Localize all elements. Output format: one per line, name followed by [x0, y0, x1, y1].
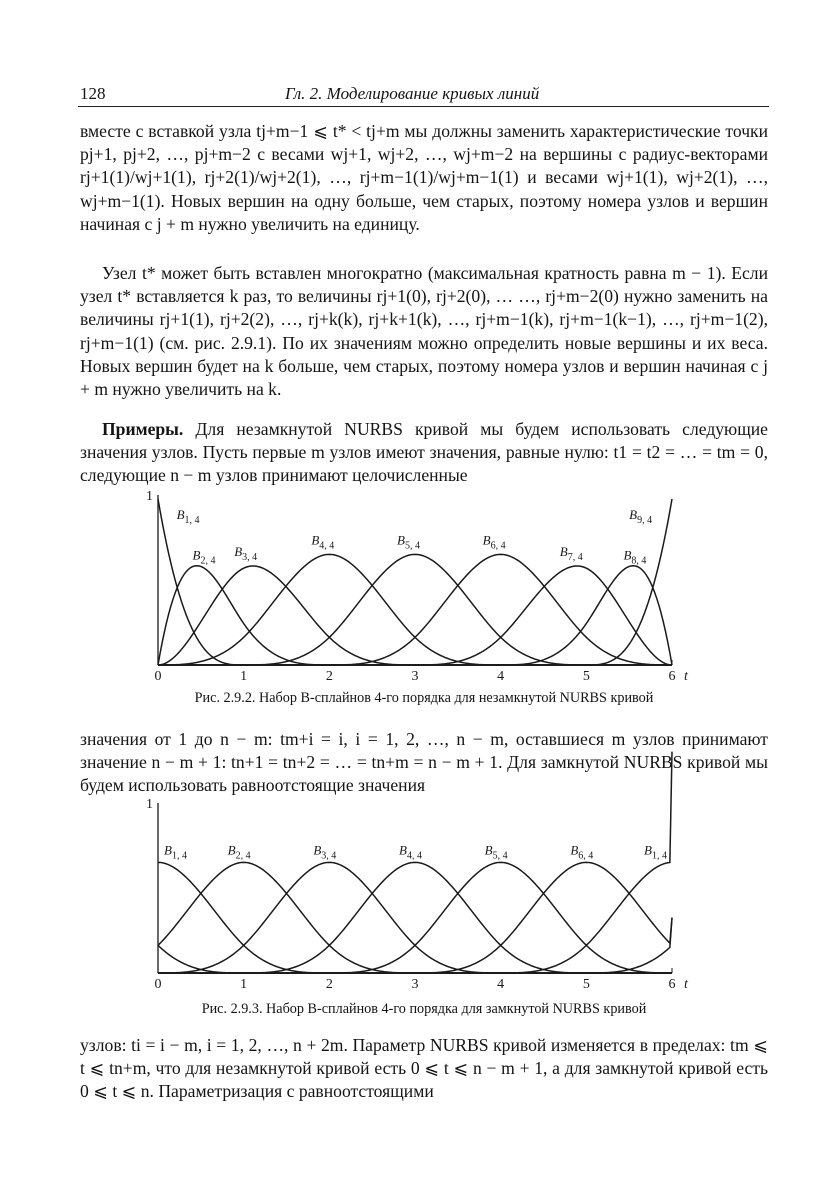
- x-tick-label: 5: [582, 669, 590, 684]
- series-label: [560, 544, 583, 563]
- series-label-base: B: [164, 842, 172, 858]
- bspline-curve: [158, 862, 672, 973]
- series-label: [311, 532, 334, 551]
- x-tick-label: 6: [668, 669, 676, 684]
- bspline-curve: [158, 499, 672, 665]
- paragraph-knot-insertion: вместе с вставкой узла tj+m−1 ⩽ t* < tj+m мы должны заменить характеристические точки pj+1, pj+2, …, pj+m−2 с весами wj+1, wj+2, …, wj+m−2 на вершины с радиус-векторами rj+1(1)/wj+1(1), rj+2(1)/wj+2(1), …, rj+m−1(1)/wj+m−1(1) и весами wj+1(1), wj+2(1), …, wj+m−1(1). Новых вершин на одну больше, чем старых, поэтому номера узлов и вершин начиная с j + m нужно увеличить на единицу.: [80, 121, 768, 234]
- series-label: [164, 842, 187, 861]
- x-tick-label: 0: [154, 977, 162, 992]
- header-rule: [78, 106, 769, 107]
- bspline-curve: [158, 862, 672, 973]
- bspline-curve: [158, 862, 672, 973]
- series-label-base: B: [192, 547, 201, 563]
- series-label-subscript: 7, 4: [567, 551, 583, 563]
- series-label-subscript: 9, 4: [637, 514, 653, 526]
- series-label: [228, 842, 251, 861]
- bspline-curve: [158, 862, 672, 973]
- series-label-base: B: [644, 842, 652, 858]
- y-tick-label: 1: [146, 797, 153, 812]
- bspline-curve: [158, 945, 672, 973]
- series-label-subscript: 5, 4: [404, 540, 420, 552]
- x-tick-label: 1: [240, 977, 248, 992]
- series-label-subscript: 6, 4: [578, 850, 594, 862]
- series-label: [485, 842, 508, 861]
- figure-caption-open: Рис. 2.9.2. Набор B-сплайнов 4-го порядка для незамкнутой NURBS кривой: [194, 690, 654, 706]
- series-label: [234, 544, 257, 563]
- series-label-base: B: [176, 506, 185, 522]
- x-tick-label: 2: [325, 669, 333, 684]
- figure-open-bsplines: [140, 487, 696, 682]
- x-tick-label: 3: [411, 669, 419, 684]
- x-tick-label: 4: [497, 977, 505, 992]
- series-label: [177, 507, 200, 526]
- x-tick-label: 2: [325, 977, 333, 992]
- series-label-subscript: 4, 4: [319, 540, 335, 552]
- x-tick-label: 6: [668, 977, 676, 992]
- series-label-base: B: [227, 842, 236, 858]
- running-header: [80, 84, 768, 106]
- series-label: [629, 507, 652, 526]
- paragraph-knot-values: значения от 1 до n − m: tm+i = i, i = 1, 2, …, n − m, оставшиеся m узлов принимают значение n − m + 1: tn+1 = tn+2 = … = tn+m = n − m + 1. Для замкнутой NURBS кривой мы будем использовать равноотстоящие значения: [80, 729, 768, 796]
- series-label-base: B: [482, 532, 491, 548]
- series-label-base: B: [484, 842, 493, 858]
- x-tick-label: 0: [154, 669, 162, 684]
- series-label-base: B: [311, 532, 320, 548]
- bspline-curve: [158, 566, 672, 665]
- series-label-base: B: [397, 532, 405, 548]
- figure-caption-closed: Рис. 2.9.3. Набор B-сплайнов 4-го порядка для замкнутой NURBS кривой: [201, 1001, 647, 1017]
- examples-lead: Примеры.: [102, 419, 184, 439]
- series-label-base: B: [623, 547, 632, 563]
- x-tick-label: 5: [582, 977, 590, 992]
- series-label-base: B: [313, 842, 322, 858]
- series-label-base: B: [629, 506, 638, 522]
- paragraph-multiple-insertion: [80, 262, 768, 401]
- series-label-subscript: 4, 4: [406, 850, 422, 862]
- page-number: 128: [80, 84, 106, 103]
- bspline-curve: [158, 862, 672, 973]
- bspline-curve: [158, 862, 672, 973]
- x-tick-label: 4: [497, 669, 505, 684]
- series-label-subscript: 6, 4: [490, 540, 506, 552]
- series-label-subscript: 8, 4: [631, 555, 647, 567]
- series-label-base: B: [559, 543, 568, 559]
- series-label-subscript: 5, 4: [492, 850, 508, 862]
- x-tick-label: 1: [240, 669, 248, 684]
- series-label: [570, 842, 593, 861]
- x-axis-label: t: [684, 977, 688, 992]
- y-tick-label: 1: [146, 489, 153, 504]
- series-label-subscript: 2, 4: [200, 555, 216, 567]
- series-label: [483, 532, 506, 551]
- series-label-base: B: [399, 842, 407, 858]
- figure-closed-bsplines: [140, 795, 696, 990]
- series-label-subscript: 1, 4: [184, 514, 200, 526]
- series-label-subscript: 1, 4: [651, 850, 667, 862]
- bspline-curve: [158, 566, 672, 665]
- series-label-base: B: [570, 842, 579, 858]
- series-label-subscript: 2, 4: [235, 850, 251, 862]
- x-tick-label: 3: [411, 977, 419, 992]
- examples-text: Для незамкнутой NURBS кривой мы будем использовать следующие значения узлов. Пусть первые m узлов имеют значения, равные нулю: t1 = t2 = … = tm = 0, следующие n − m узлов принимают целочисленные: [80, 419, 768, 486]
- series-label: [397, 532, 420, 551]
- series-label: [313, 842, 336, 861]
- series-label-base: B: [234, 543, 243, 559]
- series-label: [399, 842, 422, 861]
- running-title: Гл. 2. Моделирование кривых линий: [285, 84, 540, 103]
- series-label-subscript: 3, 4: [242, 551, 258, 563]
- paragraph-parameter-range: узлов: ti = i − m, i = 1, 2, …, n + 2m. Параметр NURBS кривой изменяется в пределах: tm ⩽ t ⩽ tn+m, что для незамкнутой кривой есть 0 ⩽ t ⩽ n − m + 1, а для замкнутой кривой есть 0 ⩽ t ⩽ n. Параметризация с равноотстоящими: [80, 1035, 768, 1102]
- series-label-subscript: 3, 4: [321, 850, 337, 862]
- bspline-curve: [158, 566, 672, 665]
- paragraph-examples: [80, 418, 768, 488]
- x-axis-label: t: [684, 669, 688, 684]
- series-label-subscript: 1, 4: [171, 850, 187, 862]
- series-label: [623, 548, 646, 567]
- bspline-curve: [158, 566, 672, 665]
- paragraph-multiple-insertion-text: Узел t* может быть вставлен многократно (максимальная кратность равна m − 1). Если узел t* вставляется k раз, то величины rj+1(0), rj+2(0), … …, rj+m−2(0) нужно заменить на величины rj+1(1), rj+2(2), …, rj+k(k), rj+k+1(k), …, rj+m−1(k), rj+m−1(k−1), …, rj+m−1(2), rj+m−1(1) (см. рис. 2.9.1). По их значениям можно определить новые вершины и их веса. Новых вершин будет на k больше, чем старых, поэтому номера узлов и вершин начиная с j + m нужно увеличить на k.: [80, 263, 768, 400]
- series-label: [644, 842, 667, 861]
- bspline-curve: [158, 499, 672, 665]
- series-label: [193, 548, 216, 567]
